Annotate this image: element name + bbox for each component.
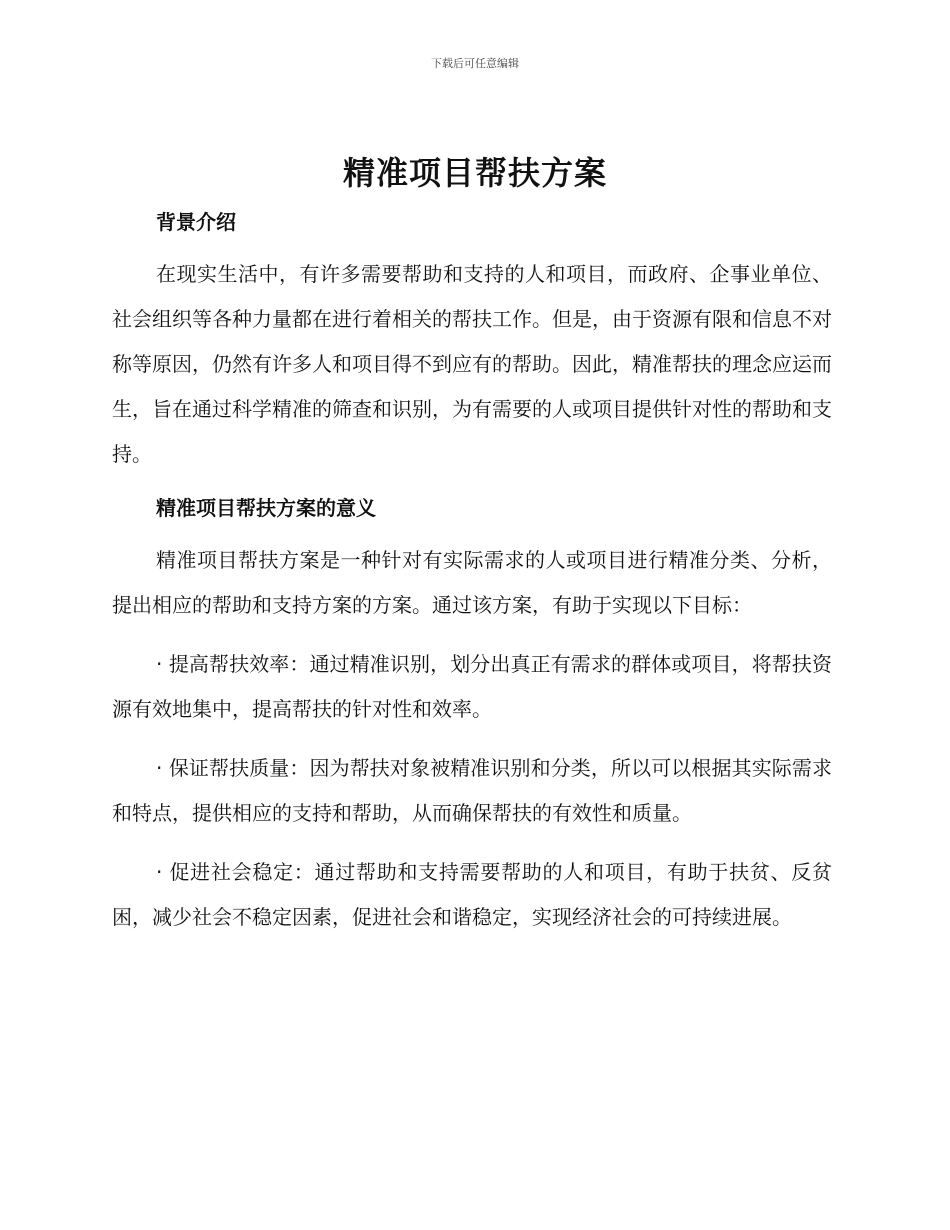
page-header-note: 下载后可任意编辑 — [431, 57, 519, 70]
section-heading-background: 背景介绍 — [156, 210, 236, 234]
document-body — [112, 205, 832, 940]
bullet-item-stability: · 促进社会稳定：通过帮助和支持需要帮助的人和项目，有助于扶贫、反贫困，减少社会不稳定因素，促进社会和谐稳定，实现经济社会的可持续进展。 — [112, 860, 832, 929]
paragraph-significance-intro: 精准项目帮扶方案是一种针对有实际需求的人或项目进行精准分类、分析，提出相应的帮助和支持方案的方案。通过该方案，有助于实现以下目标： — [112, 548, 832, 617]
bullet-item-efficiency: · 提高帮扶效率：通过精准识别，划分出真正有需求的群体或项目，将帮扶资源有效地集中，提高帮扶的针对性和效率。 — [112, 652, 832, 721]
bullet-item-quality: · 保证帮扶质量：因为帮扶对象被精准识别和分类，所以可以根据其实际需求和特点，提供相应的支持和帮助，从而确保帮扶的有效性和质量。 — [112, 756, 832, 825]
paragraph-background: 在现实生活中，有许多需要帮助和支持的人和项目，而政府、企事业单位、社会组织等各种力量都在进行着相关的帮扶工作。但是，由于资源有限和信息不对称等原因，仍然有许多人和项目得不到应有的帮助。因此，精准帮扶的理念应运而生，旨在通过科学精准的筛查和识别，为有需要的人或项目提供针对性的帮助和支持。 — [112, 262, 832, 466]
document-title: 精准项目帮扶方案 — [342, 154, 607, 192]
section-heading-significance: 精准项目帮扶方案的意义 — [156, 496, 376, 520]
